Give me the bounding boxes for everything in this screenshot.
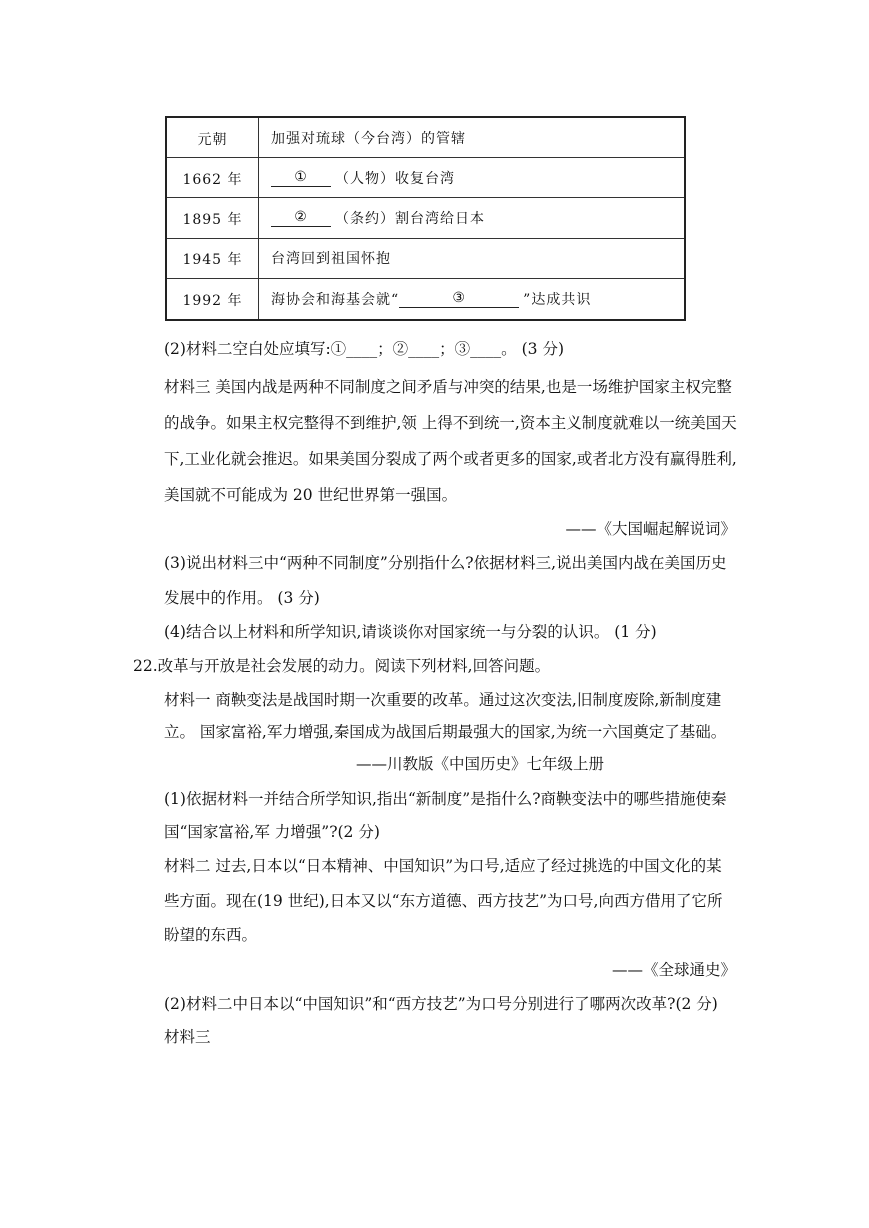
event-suffix: （条约）割台湾给日本 (335, 210, 485, 227)
material-1-line: 立。 国家富裕,军力增强,秦国成为战国后期最强大的国家,为统一六国奠定了基础。 (164, 723, 727, 741)
table-year-cell: 1662 年 (167, 158, 259, 198)
material-2-source: ——《全球通史》 (611, 961, 736, 979)
material-3-line: 美国就不可能成为 20 世纪世界第一强国。 (164, 486, 458, 504)
table-year-cell: 元朝 (167, 118, 259, 158)
material-2-line: 盼望的东西。 (164, 926, 258, 944)
material-2-line: 些方面。现在(19 世纪),日本又以“东方道德、西方技艺”为口号,向西方借用了它所 (164, 892, 723, 910)
question-22-1-line: (1)依据材料一并结合所学知识,指出“新制度”是指什么?商鞅变法中的哪些措施使秦 (164, 790, 727, 808)
table-year-cell: 1945 年 (167, 239, 259, 279)
question-4: (4)结合以上材料和所学知识,请谈谈你对国家统一与分裂的认识。 (1 分) (164, 623, 657, 641)
event-text: 海协会和海基会就“ (271, 291, 400, 308)
question-3-line: 发展中的作用。 (3 分) (164, 589, 320, 607)
blank-field-3[interactable]: ③ (399, 289, 519, 308)
table-event-cell (259, 118, 684, 158)
event-suffix: ”达成共识 (523, 291, 592, 308)
event-text: 加强对琉球（今台湾）的管辖 (271, 130, 466, 147)
material-3-line: 材料三 美国内战是两种不同制度之间矛盾与冲突的结果,也是一场维护国家主权完整 (164, 378, 732, 396)
question-22-title: 22.改革与开放是社会发展的动力。阅读下列材料,回答问题。 (133, 657, 551, 675)
table-event-cell (259, 279, 684, 319)
material-3-source: ——《大国崛起解说词》 (565, 520, 736, 538)
question-2-fill: (2)材料二空白处应填写:①____；②____；③____。 (3 分) (164, 340, 564, 358)
question-3-line: (3)说出材料三中“两种不同制度”分别指什么?依据材料三,说出美国内战在美国历史 (164, 554, 727, 572)
material-3-line: 的战争。如果主权完整得不到维护,领 上得不到统一,资本主义制度就难以一统美国天 (164, 414, 737, 432)
blank-field-1[interactable]: ① (271, 168, 331, 187)
material-1-line: 材料一 商鞅变法是战国时期一次重要的改革。通过这次变法,旧制度废除,新制度建 (164, 691, 722, 709)
table-year-cell: 1895 年 (167, 198, 259, 238)
blank-field-2[interactable]: ② (271, 208, 331, 227)
event-text: 台湾回到祖国怀抱 (271, 251, 391, 268)
table-year-cell: 1992 年 (167, 279, 259, 319)
table-event-cell (259, 198, 684, 238)
event-suffix: （人物）收复台湾 (335, 170, 455, 187)
material-2-line: 材料二 过去,日本以“日本精神、中国知识”为口号,适应了经过挑选的中国文化的某 (164, 857, 722, 875)
material-1-source: ——川教版《中国历史》七年级上册 (355, 755, 604, 773)
history-table (165, 116, 686, 321)
material-3b-label: 材料三 (164, 1028, 211, 1046)
table-event-cell (259, 158, 684, 198)
table-event-cell (259, 239, 684, 279)
question-22-1-line: 国“国家富裕,军 力增强”?(2 分) (164, 823, 380, 841)
material-3-line: 下,工业化就会推迟。如果美国分裂成了两个或者更多的国家,或者北方没有赢得胜利, (164, 450, 737, 468)
question-22-2: (2)材料二中日本以“中国知识”和“西方技艺”为口号分别进行了哪两次改革?(2 分) (164, 995, 718, 1013)
